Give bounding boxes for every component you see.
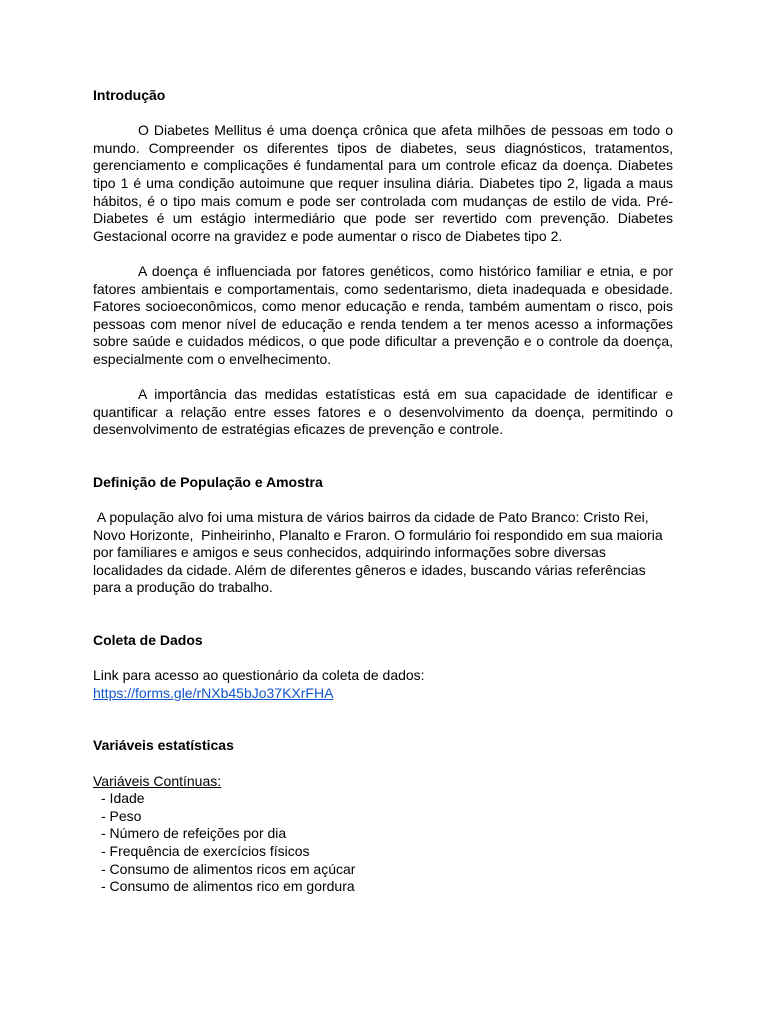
list-item: - Peso — [101, 807, 142, 824]
continuous-variables-label: Variáveis Contínuas: — [93, 772, 222, 789]
questionnaire-link[interactable]: https://forms.gle/rNXb45bJo37KXrFHA — [93, 684, 334, 701]
intro-paragraph-1: O Diabetes Mellitus é uma doença crônica que afeta milhões de pessoas em todo o mundo. Compreender os diferentes tipos de diabetes, seus diagnósticos, tratamentos, gerenciamento e complicações é fundamental para um controle eficaz da doença. Diabetes tipo 1 é uma condição autoimune que requer insulina diária. Diabetes tipo 2, ligada a maus hábitos, é o tipo mais comum e pode ser controlada com mudanças de estilo de vida. Pré-Diabetes é um estágio intermediário que pode ser revertido com prevenção. Diabetes Gestacional ocorre na gravidez e pode aumentar o risco de Diabetes tipo 2. — [93, 122, 673, 244]
population-paragraph: A população alvo foi uma mistura de vários bairros da cidade de Pato Branco: Cristo Rei, Novo Horizonte, Pinheirinho, Planalto e Fraron. O formulário foi respondido em sua maioria por familiares e amigos e seus conhecidos, adquirindo informações sobre diversas localidades da cidade. Além de diferentes gêneros e idades, buscando várias referências para a produção do trabalho. — [93, 509, 667, 596]
collection-heading: Coleta de Dados — [93, 632, 203, 649]
population-heading: Definição de População e Amostra — [93, 473, 323, 490]
list-item: - Frequência de exercícios físicos — [101, 842, 310, 859]
intro-paragraph-2: A doença é influenciada por fatores genéticos, como histórico familiar e etnia, e por fatores ambientais e comportamentais, como sedentarismo, dieta inadequada e obesidade. Fatores socioeconômicos, como menor educação e renda, também aumentam o risco, pois pessoas com menor nível de educação e renda tendem a ter menos acesso a informações sobre saúde e cuidados médicos, o que pode dificultar a prevenção e o controle da doença, especialmente com o envelhecimento. — [93, 262, 673, 367]
list-item: - Consumo de alimentos rico em gordura — [101, 878, 355, 895]
collection-link-intro: Link para acesso ao questionário da coleta de dados: — [93, 667, 425, 684]
intro-paragraph-3: A importância das medidas estatísticas está em sua capacidade de identificar e quantificar a relação entre esses fatores e o desenvolvimento da doença, permitindo o desenvolvimento de estratégias eficazes de prevenção e controle. — [93, 386, 673, 438]
continuous-variables-list — [93, 790, 673, 896]
variables-heading: Variáveis estatísticas — [93, 737, 234, 754]
list-item: - Número de refeições por dia — [101, 825, 287, 842]
document-page — [93, 87, 673, 896]
list-item: - Consumo de alimentos ricos em açúcar — [101, 860, 356, 877]
intro-heading: Introdução — [93, 87, 166, 103]
list-item: - Idade — [101, 790, 145, 807]
